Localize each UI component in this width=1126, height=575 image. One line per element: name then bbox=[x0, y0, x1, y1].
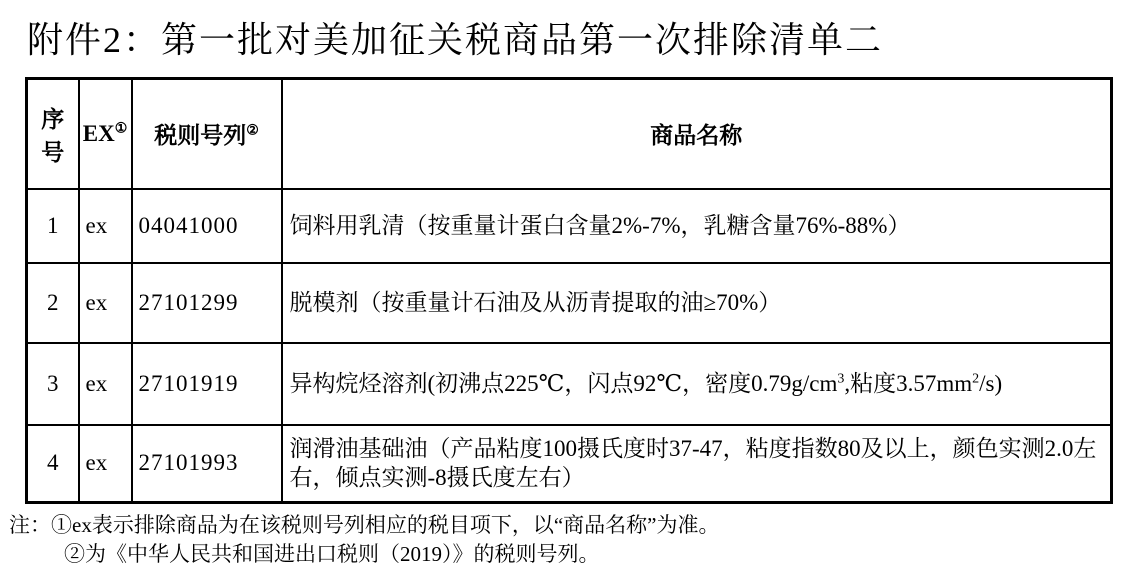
cell-serial-number: 3 bbox=[27, 343, 79, 425]
cell-tariff-code: 27101993 bbox=[132, 425, 282, 503]
table-row bbox=[27, 343, 1112, 425]
footnote-1 bbox=[9, 511, 1126, 540]
column-header-1: EX① bbox=[79, 79, 132, 189]
cell-serial-number: 2 bbox=[27, 263, 79, 343]
table-row bbox=[27, 189, 1112, 263]
cell-serial-number: 1 bbox=[27, 189, 79, 263]
exclusion-table bbox=[25, 77, 1113, 504]
footnote-prefix: 注： bbox=[9, 513, 51, 537]
cell-ex-flag: ex bbox=[79, 343, 132, 425]
cell-product-name: 饲料用乳清（按重量计蛋白含量2%-7%，乳糖含量76%-88%） bbox=[282, 189, 1112, 263]
superscript: ① bbox=[114, 121, 128, 137]
cell-ex-flag: ex bbox=[79, 189, 132, 263]
cell-tariff-code: 27101919 bbox=[132, 343, 282, 425]
superscript: ② bbox=[246, 123, 259, 139]
cell-ex-flag: ex bbox=[79, 425, 132, 503]
table-row bbox=[27, 425, 1112, 503]
cell-product-name: 润滑油基础油（产品粘度100摄氏度时37-47，粘度指数80及以上，颜色实测2.0左右，倾点实测-8摄氏度左右） bbox=[282, 425, 1112, 503]
cell-tariff-code: 04041000 bbox=[132, 189, 282, 263]
cell-product-name: 异构烷烃溶剂(初沸点225℃，闪点92℃，密度$0.79g/cm^3$,粘度$3.57mm^2/s$) bbox=[282, 343, 1112, 425]
page-title: 附件2：第一批对美加征关税商品第一次排除清单二 bbox=[27, 20, 884, 60]
cell-product-name: 脱模剂（按重量计石油及从沥青提取的油≥70%） bbox=[282, 263, 1112, 343]
footnote-2: ②为《中华人民共和国进出口税则（2019）》的税则号列。 bbox=[64, 542, 600, 566]
table-row bbox=[27, 263, 1112, 343]
superscript: 2 bbox=[972, 371, 980, 387]
cell-serial-number: 4 bbox=[27, 425, 79, 503]
column-header-3: 商品名称 bbox=[282, 79, 1112, 189]
cell-ex-flag: ex bbox=[79, 263, 132, 343]
footnote-1-text: ①ex表示排除商品为在该税则号列相应的税目项下，以“商品名称”为准。 bbox=[51, 513, 720, 537]
footnotes bbox=[9, 511, 1126, 569]
superscript: 3 bbox=[837, 371, 845, 387]
cell-tariff-code: 27101299 bbox=[132, 263, 282, 343]
column-header-2: 税则号列② bbox=[132, 79, 282, 189]
column-header-0: 序号 bbox=[27, 79, 79, 189]
table-header-row bbox=[27, 79, 1112, 189]
